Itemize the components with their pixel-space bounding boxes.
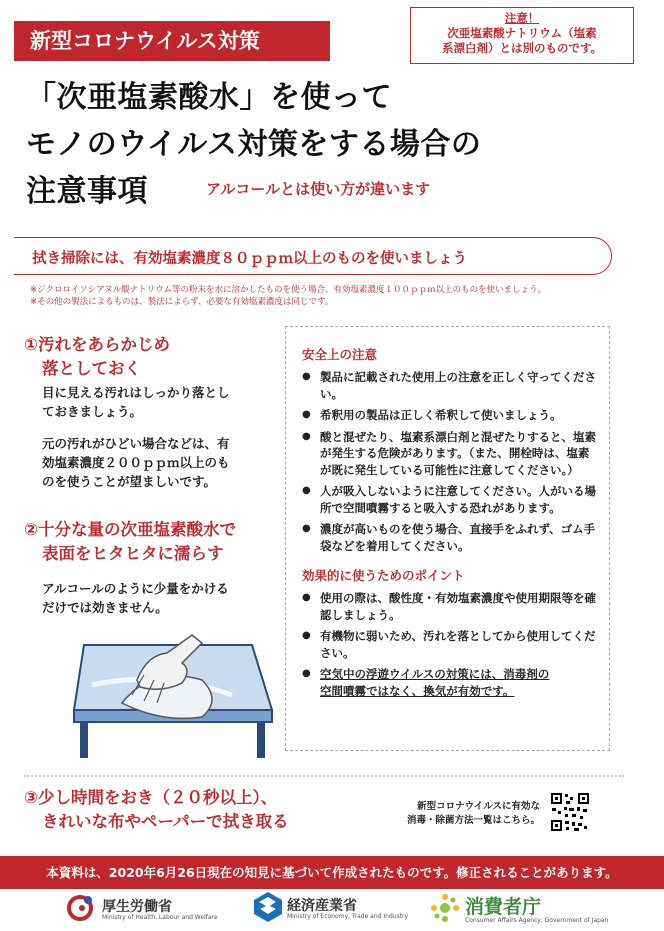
notice-title: 注意！: [504, 11, 540, 25]
text-line: だけでは効きません。: [42, 600, 168, 615]
banner-text: 拭き掃除には、有効塩素濃度８０ｐｐｍ以上のものを使いましょう: [32, 251, 467, 267]
title-line-3: 注意事項: [26, 174, 148, 209]
text-line: アルコールのように少量をかける: [42, 581, 229, 596]
text-line: 消毒・除菌方法一覧はこちら。: [406, 815, 540, 826]
meti-name-en: Ministry of Economy, Trade and Industry: [287, 912, 409, 920]
meti-emblem-icon: [254, 892, 282, 922]
ventilation-line-1: 空気中の浮遊ウイルスの対策には、消毒剤の: [320, 667, 550, 681]
list-item: ● 希釈用の製品は正しく希釈して使いましょう。: [302, 407, 597, 424]
list-item: ● 酸と混ぜたり、塩素系漂白剤と混ぜたりすると、塩素が発生する危険があります。（また、開栓時は、塩素が既に発生している可能性に注意してください。）: [302, 429, 597, 479]
step-1-heading: [24, 333, 274, 381]
caa-emblem-icon: [430, 893, 460, 923]
list-item: [302, 666, 597, 699]
mhlw-logo: [66, 892, 218, 924]
mhlw-emblem-icon: [66, 892, 98, 924]
footnote-2: ※その他の製法によるものは、製法によらず、必要な有効塩素濃度は同じです。: [30, 297, 334, 307]
step-1-line-2: 落としておく: [42, 359, 141, 378]
caa-name-en: Consumer Affairs Agency, Government of Japan: [465, 917, 609, 924]
footnote-1: ※ジクロロイソシアヌル酸ナトリウム等の粉末を水に溶かしたものを使う場合、有効塩素濃度１００ｐｐｍ以上のものを使いましょう。: [30, 285, 547, 295]
divider: [24, 775, 624, 777]
safety-heading: 安全上の注意: [302, 347, 378, 362]
ventilation-line-2: 空間噴霧ではなく、換気が有効です。: [320, 683, 515, 698]
caa-name: 消費者庁: [465, 896, 542, 918]
notice-line-1: 次亜塩素酸ナトリウム（塩素: [447, 26, 597, 40]
qr-code-icon[interactable]: [550, 792, 590, 832]
step-3-heading: [24, 786, 384, 834]
step-1-text-1: [42, 383, 282, 421]
text-line: 目に見える汚れはしっかり落とし: [42, 385, 230, 400]
meti-name: 経済産業省: [287, 897, 357, 914]
list-item: ● 有機物に弱いため、汚れを落としてから使用してください。: [302, 628, 597, 661]
step-2-line-2: 表面をヒタヒタに濡らす: [42, 544, 224, 563]
notice-box: [410, 7, 634, 64]
tips-list: [302, 590, 597, 699]
text-line: 新型コロナウイルスに有効な: [417, 801, 540, 812]
list-item: ● 製品に記載された使用上の注意を正しく守ってください。: [302, 369, 597, 402]
step-2-heading: [24, 518, 286, 566]
step-2-text: [42, 579, 282, 617]
text-line: 効塩素濃度２００ｐｐｍ以上のも: [42, 455, 230, 470]
title-line-1: 「次亜塩素酸水」を使って: [26, 80, 392, 115]
qr-caption: [400, 800, 540, 828]
list-item: ● 使用の際は、酸性度・有効塩素濃度や使用期限等を確認しましょう。: [302, 590, 597, 623]
subtitle: アルコールとは使い方が違います: [206, 180, 431, 198]
step-1-line-1: ①汚れをあらかじめ: [24, 335, 170, 354]
list-item: ● 人が吸入しないように注意してください。人がいる場所で空間噴霧すると吸入する恐れがあります。: [302, 483, 597, 516]
step-3-line-2: きれいな布やペーパーで拭き取る: [42, 812, 289, 831]
tips-heading: 効果的に使うためのポイント: [302, 568, 465, 583]
step-3-line-1: ③少し時間をおき（２０秒以上）、: [24, 788, 278, 807]
mhlw-name: 厚生労働省: [102, 898, 172, 915]
step-1-text-2: [42, 434, 282, 491]
safety-list: [302, 369, 597, 554]
step-2-line-1: ②十分な量の次亜塩素酸水で: [24, 520, 236, 539]
mhlw-name-en: Ministry of Health, Labour and Welfare: [102, 913, 218, 921]
caa-logo: [430, 892, 608, 924]
meti-logo: [254, 892, 408, 922]
footer-notice: 本資料は、2020年6月26日現在の知見に基づいて作成されたものです。修正されることがあります。: [0, 856, 664, 889]
text-line: ておきましょう。: [42, 404, 143, 419]
list-item: ● 濃度が高いものを使う場合、直接手をふれず、ゴム手袋などを着用してください。: [302, 521, 597, 554]
title-line-2: モノのウイルス対策をする場合の: [26, 127, 482, 162]
text-line: 元の汚れがひどい場合などは、有: [42, 436, 230, 451]
table-wiping-illustration: [52, 625, 277, 760]
concentration-banner: [14, 237, 612, 275]
safety-box: [285, 326, 610, 751]
text-line: のを使うことが望ましいです。: [42, 474, 217, 489]
category-tag: 新型コロナウイルス対策: [14, 21, 330, 61]
notice-line-2: 系漂白剤）とは別のものです。: [441, 41, 603, 55]
